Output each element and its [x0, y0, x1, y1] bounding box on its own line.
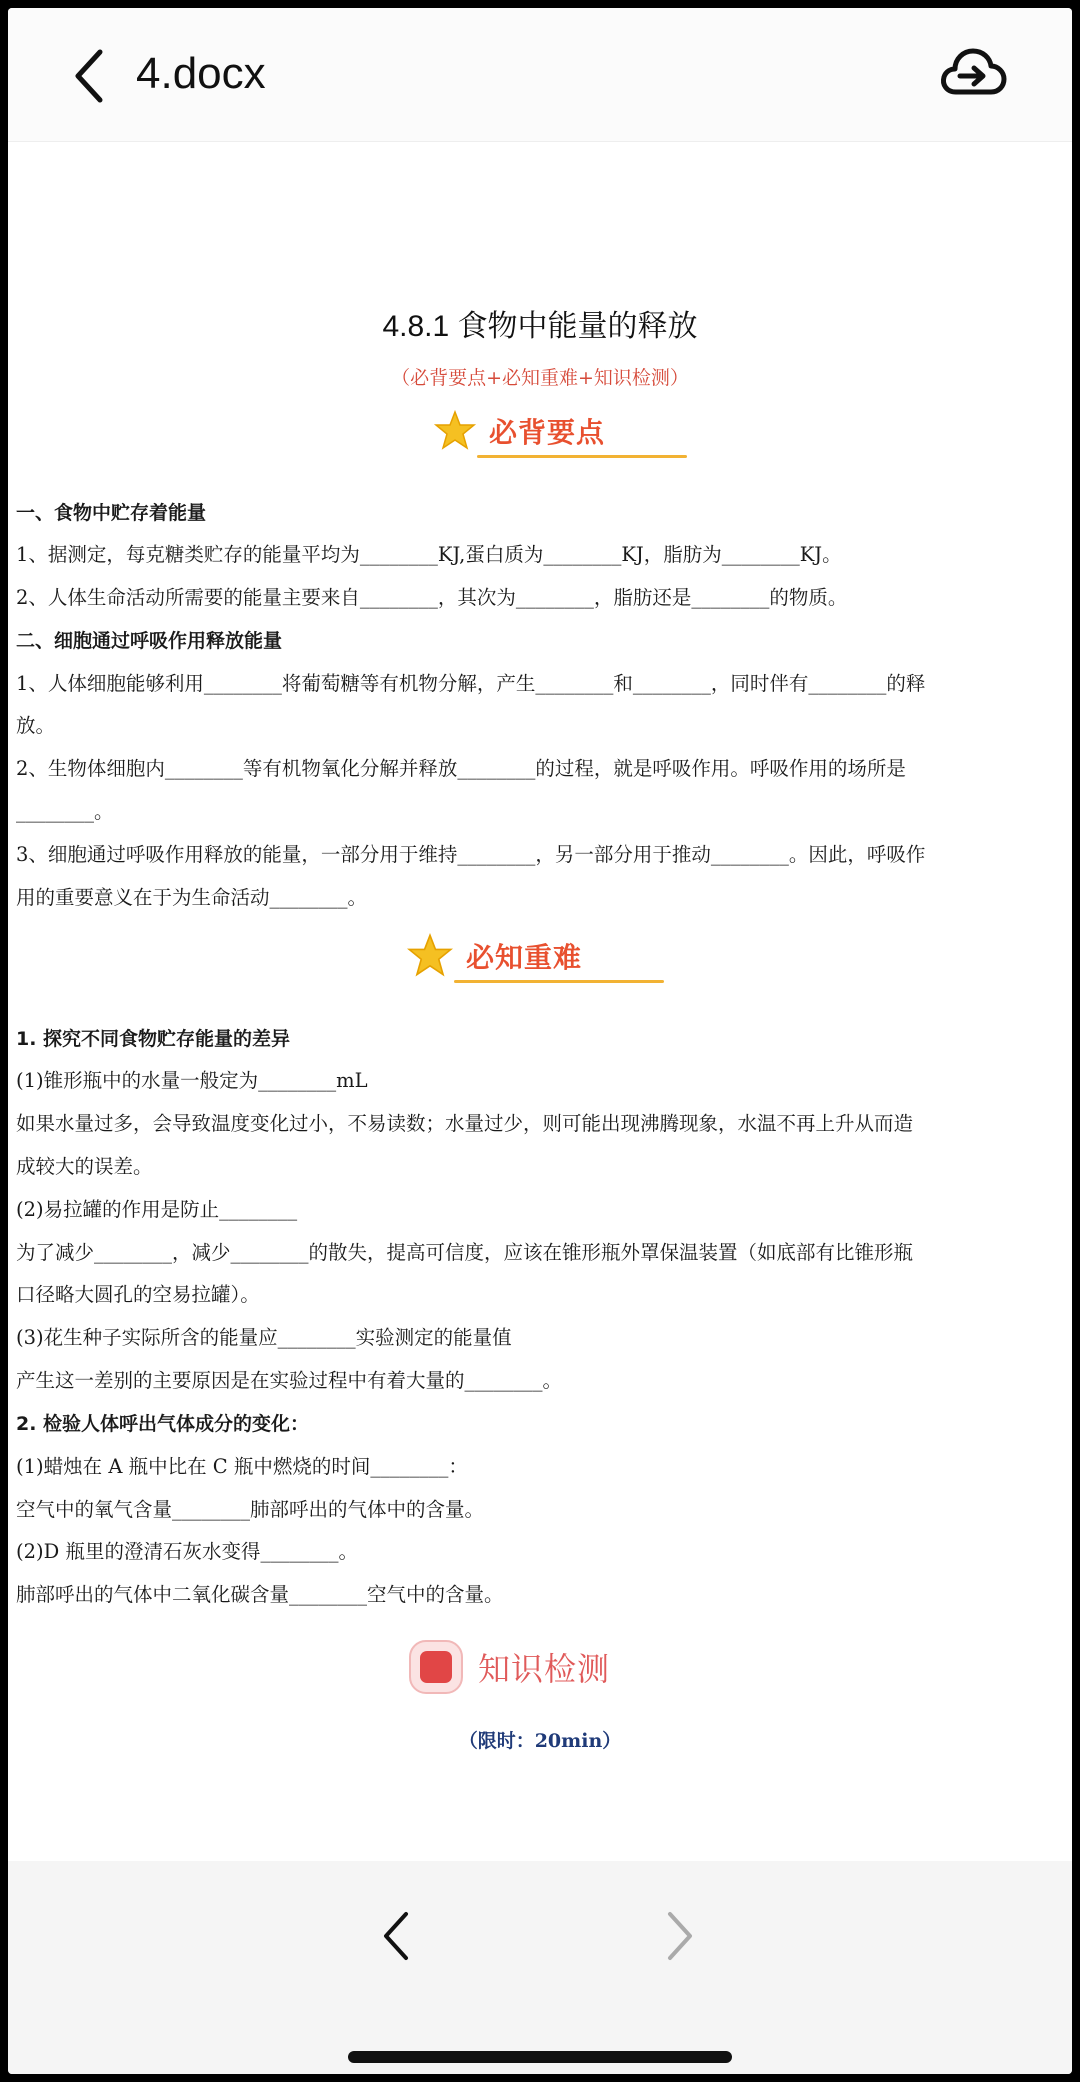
banner-underline	[454, 980, 664, 983]
text-line: 2、生物体细胞内________等有机物氧化分解并释放________的过程，就是呼吸作用。呼吸作用的场所是	[16, 757, 906, 780]
section-heading: 二、细胞通过呼吸作用释放能量	[16, 630, 283, 652]
phone-screen	[8, 8, 1072, 2074]
banner-knowledge-check	[408, 1639, 610, 1695]
text-line: 2、人体生命活动所需要的能量主要来自________，其次为________，脂肪还是________的物质。	[16, 586, 848, 609]
banner-label: 必知重难	[466, 941, 583, 974]
text-line: 3、细胞通过呼吸作用释放的能量，一部分用于维持________，另一部分用于推动________。因此，呼吸作	[16, 843, 926, 866]
text-line: 产生这一差别的主要原因是在实验过程中有着大量的________。	[16, 1369, 563, 1392]
text-line: 放。	[16, 714, 56, 737]
text-line: (2)易拉罐的作用是防止________	[16, 1198, 298, 1221]
document-page[interactable]	[8, 141, 1072, 1861]
section-heading: 1. 探究不同食物贮存能量的差异	[16, 1028, 291, 1050]
app-header	[8, 8, 1072, 142]
text-line: ________。	[16, 800, 114, 823]
home-indicator[interactable]	[348, 2051, 732, 2063]
prev-page-button[interactable]	[378, 1906, 418, 1966]
text-line: 肺部呼出的气体中二氧化碳含量________空气中的含量。	[16, 1583, 504, 1606]
text-line: 如果水量过多，会导致温度变化过小，不易读数；水量过少，则可能出现沸腾现象，水温不再上升从而造	[16, 1112, 914, 1135]
star-icon	[433, 409, 477, 453]
banner-underline	[477, 455, 687, 458]
banner-key-difficulties	[406, 932, 582, 980]
cloud-upload-icon	[938, 38, 1008, 108]
time-limit: （限时：20min）	[458, 1730, 622, 1752]
chevron-left-icon	[70, 46, 110, 106]
text-line: (2)D 瓶里的澄清石灰水变得________。	[16, 1540, 358, 1563]
section-heading: 2. 检验人体呼出气体成分的变化：	[16, 1413, 310, 1435]
text-line: 为了减少________，减少________的散失，提高可信度，应该在锥形瓶外罩保温装置（如底部有比锥形瓶	[16, 1241, 914, 1264]
page-nav-bar	[8, 1861, 1072, 2074]
text-line: 口径略大圆孔的空易拉罐）。	[16, 1283, 260, 1306]
square-badge-icon	[408, 1639, 464, 1695]
section-heading: 一、食物中贮存着能量	[16, 502, 207, 524]
text-line: (3)花生种子实际所含的能量应________实验测定的能量值	[16, 1326, 512, 1349]
cloud-upload-button[interactable]	[938, 38, 1008, 108]
file-title: 4.docx	[136, 49, 266, 98]
star-icon	[406, 932, 454, 980]
text-line: 1、据测定，每克糖类贮存的能量平均为________KJ,蛋白质为________KJ，脂肪为________KJ。	[16, 543, 842, 566]
document-subtitle: （必背要点+必知重难+知识检测）	[391, 367, 689, 389]
next-page-button[interactable]	[658, 1906, 698, 1966]
banner-key-points	[433, 409, 605, 453]
text-line: (1)锥形瓶中的水量一般定为________mL	[16, 1069, 368, 1092]
text-line: (1)蜡烛在 A 瓶中比在 C 瓶中燃烧的时间________：	[16, 1455, 468, 1478]
text-line: 空气中的氧气含量________肺部呼出的气体中的含量。	[16, 1498, 485, 1521]
document-title: 4.8.1 食物中能量的释放	[382, 310, 698, 343]
banner-label: 知识检测	[478, 1650, 611, 1688]
chevron-right-icon	[658, 1906, 698, 1966]
chevron-left-icon	[378, 1906, 418, 1966]
text-line: 1、人体细胞能够利用________将葡萄糖等有机物分解，产生________和________，同时伴有________的释	[16, 672, 926, 695]
back-button[interactable]	[70, 46, 110, 106]
banner-label: 必背要点	[489, 416, 606, 449]
text-line: 成较大的误差。	[16, 1155, 153, 1178]
text-line: 用的重要意义在于为生命活动________。	[16, 886, 368, 909]
